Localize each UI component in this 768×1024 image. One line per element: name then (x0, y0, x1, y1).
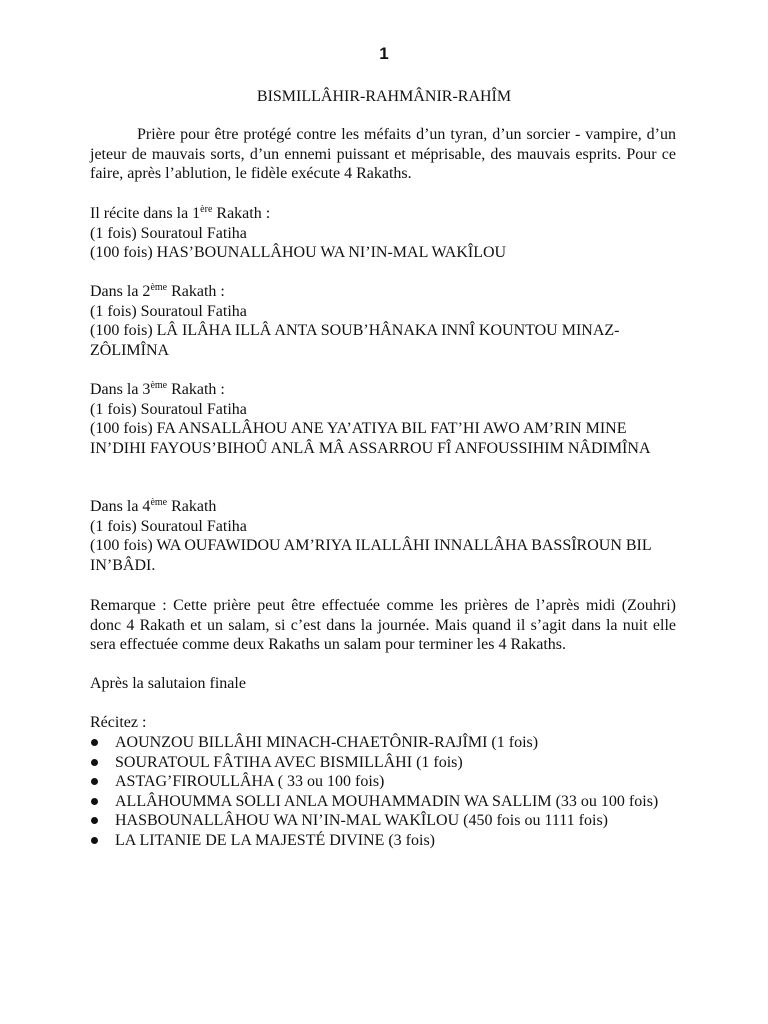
rakath-heading: Dans la 2ème Rakath : (90, 282, 225, 300)
rakath-heading: Dans la 4ème Rakath (90, 497, 217, 515)
rakath-invocation: (100 fois) FA ANSALLÂHOU ANE YA’ATIYA BIL FAT’HI AWO AM’RIN MINE IN’DIHI FAYOUS’BIHOÛ ANLÂ MÂ ASSARROU FÎ ANFOUSSIHIM NÂDIMÎNA (90, 420, 651, 457)
rakath-fatiha-line: (1 fois) Souratoul Fatiha (90, 302, 247, 320)
list-item: HASBOUNALLÂHOU WA NI’IN-MAL WAKÎLOU (450 fois ou 1111 fois) (90, 811, 676, 831)
rakath-fatiha-line: (1 fois) Souratoul Fatiha (90, 517, 247, 535)
rakath-heading: Il récite dans la 1ère Rakath : (90, 204, 271, 222)
bullet-icon (91, 759, 98, 766)
rakath-heading: Dans la 3ème Rakath : (90, 380, 225, 398)
list-item: AOUNZOU BILLÂHI MINACH-CHAETÔNIR-RAJÎMI (1 fois) (90, 733, 676, 753)
after-salutation-line: Après la salutaion finale (90, 675, 246, 692)
bullet-icon (91, 817, 98, 824)
rakath-invocation: (100 fois) WA OUFAWIDOU AM’RIYA ILALLÂHI INNALLÂHA BASSÎROUN BIL IN’BÂDI. (90, 537, 652, 574)
list-item: ASTAG’FIROULLÂHA ( 33 ou 100 fois) (90, 772, 676, 792)
intro-paragraph: Prière pour être protégé contre les méfaits d’un tyran, d’un sorcier - vampire, d’un jeteur de mauvais sorts, d’un ennemi puissant et méprisable, des mauvais esprits. Pour ce faire, après l’ablution, le fidèle exécute 4 Rakaths. (90, 126, 676, 182)
rakath-section-4 (90, 497, 676, 575)
rakath-section-1 (90, 204, 676, 263)
bullet-icon (91, 778, 98, 785)
rakath-fatiha-line: (1 fois) Souratoul Fatiha (90, 224, 247, 242)
page-number: 1 (379, 44, 389, 63)
bullet-icon (91, 739, 98, 746)
rakath-fatiha-line: (1 fois) Souratoul Fatiha (90, 400, 247, 418)
rakath-invocation: (100 fois) HAS’BOUNALLÂHOU WA NI’IN-MAL WAKÎLOU (90, 244, 507, 261)
list-item: SOURATOUL FÂTIHA AVEC BISMILLÂHI (1 fois) (90, 753, 676, 773)
rakath-invocation: (100 fois) LÂ ILÂHA ILLÂ ANTA SOUB’HÂNAKA INNÎ KOUNTOU MINAZ-ZÔLIMÎNA (90, 322, 620, 359)
recitez-label: Récitez : (90, 714, 147, 731)
remark-paragraph: Remarque : Cette prière peut être effectuée comme les prières de l’après midi (Zouhri) donc 4 Rakath et un salam, si c’est dans la journée. Mais quand il s’agit dans la nuit elle sera effectuée comme deux Rakaths un salam pour terminer les 4 Rakaths. (90, 597, 676, 653)
recitation-list (90, 733, 676, 850)
bullet-icon (91, 798, 98, 805)
list-item: ALLÂHOUMMA SOLLI ANLA MOUHAMMADIN WA SALLIM (33 ou 100 fois) (90, 792, 676, 812)
recitation-list-container (90, 733, 676, 850)
list-item: LA LITANIE DE LA MAJESTÉ DIVINE (3 fois) (90, 831, 676, 851)
rakath-section-2 (90, 282, 676, 360)
bullet-icon (91, 837, 98, 844)
document-title: BISMILLÂHIR-RAHMÂNIR-RAHÎM (256, 88, 512, 105)
rakath-section-3 (90, 380, 676, 458)
